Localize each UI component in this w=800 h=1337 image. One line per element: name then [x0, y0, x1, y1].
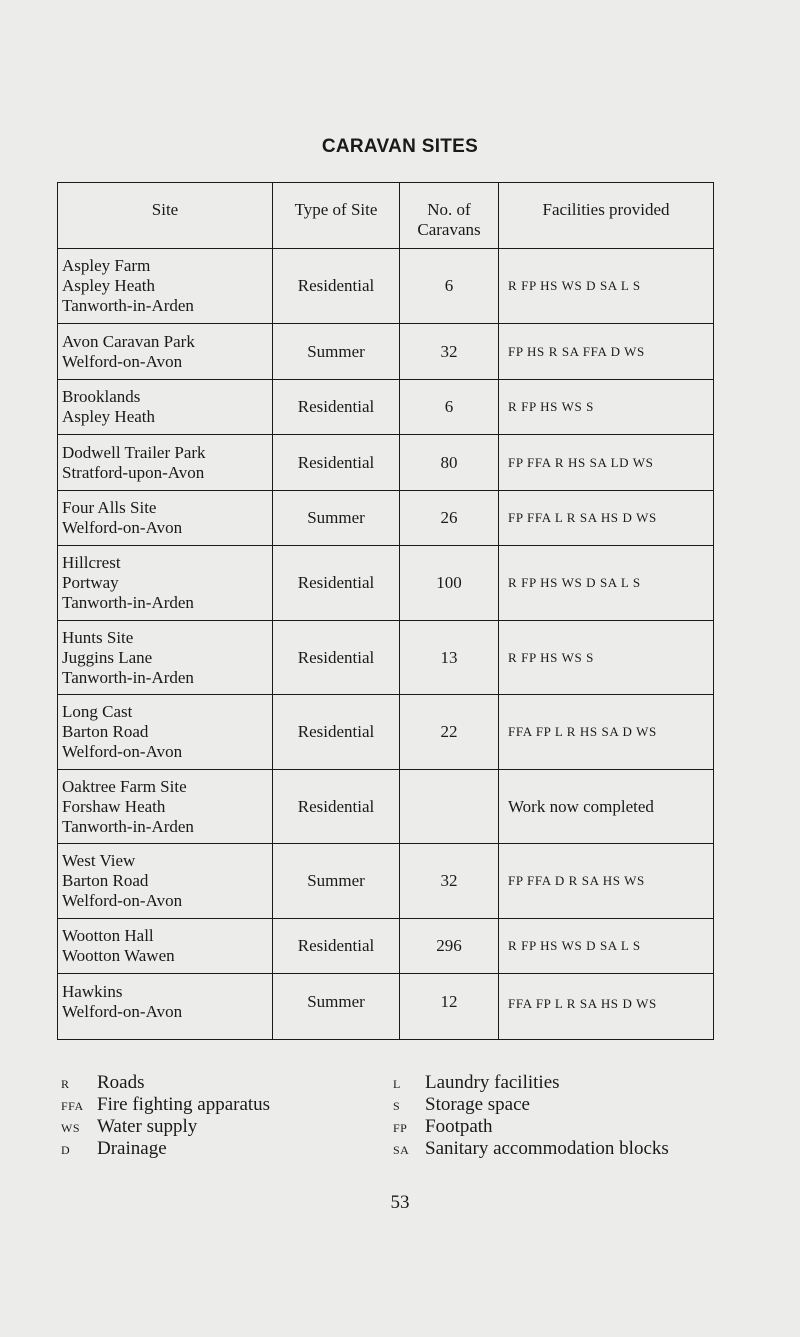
legend-meaning: Fire fighting apparatus — [97, 1094, 271, 1115]
facilities: R FP HS WS D SA L S — [499, 249, 714, 324]
caravan-count: 12 — [400, 974, 499, 1040]
site-name: Dodwell Trailer Park Stratford-upon-Avon — [58, 435, 273, 491]
legend-meaning: Water supply — [97, 1116, 198, 1137]
header-facilities: Facilities provided — [499, 183, 714, 249]
legend-meaning: Sanitary accommodation blocks — [425, 1138, 669, 1159]
facilities: R FP HS WS D SA L S — [499, 919, 714, 974]
caravan-count: 6 — [400, 380, 499, 435]
site-type: Residential — [273, 621, 400, 695]
site-type: Residential — [273, 249, 400, 324]
site-name: Aspley Farm Aspley Heath Tanworth-in-Arden — [58, 249, 273, 324]
caravan-count: 80 — [400, 435, 499, 491]
caravan-count: 100 — [400, 546, 499, 621]
legend-right-column — [393, 1072, 669, 1160]
table-row — [58, 249, 714, 324]
table-row — [58, 770, 714, 844]
site-type: Residential — [273, 770, 400, 844]
site-type: Residential — [273, 546, 400, 621]
legend-item — [393, 1116, 669, 1138]
caravan-count: 32 — [400, 324, 499, 380]
table-row — [58, 621, 714, 695]
facilities: FP FFA R HS SA LD WS — [499, 435, 714, 491]
legend-code: SA — [393, 1143, 410, 1157]
table-row — [58, 546, 714, 621]
legend-code: WS — [61, 1121, 80, 1135]
legend-item — [61, 1072, 270, 1094]
legend-meaning: Roads — [97, 1072, 145, 1093]
legend-code: D — [61, 1143, 71, 1157]
legend-item — [61, 1094, 270, 1116]
table-row — [58, 695, 714, 770]
legend-left-column — [61, 1072, 270, 1160]
site-name: Long Cast Barton Road Welford-on-Avon — [58, 695, 273, 770]
site-name: Oaktree Farm Site Forshaw Heath Tanworth-in-Arden — [58, 770, 273, 844]
facilities: FFA FP L R HS SA D WS — [499, 695, 714, 770]
page-number: 53 — [390, 1192, 410, 1213]
site-name: Wootton Hall Wootton Wawen — [58, 919, 273, 974]
site-name: Avon Caravan Park Welford-on-Avon — [58, 324, 273, 380]
legend-meaning: Footpath — [425, 1116, 493, 1137]
header-site: Site — [58, 183, 273, 249]
caravan-count: 32 — [400, 844, 499, 919]
legend-item — [61, 1138, 270, 1160]
caravan-sites-table — [57, 182, 714, 1040]
legend-item — [393, 1094, 669, 1116]
site-name: Hillcrest Portway Tanworth-in-Arden — [58, 546, 273, 621]
caravan-count: 22 — [400, 695, 499, 770]
caravan-count — [400, 770, 499, 844]
legend-code: S — [393, 1099, 401, 1113]
legend-code: FP — [393, 1121, 408, 1135]
legend-item — [61, 1116, 270, 1138]
header-count: No. of Caravans — [400, 183, 499, 249]
site-type: Summer — [273, 974, 400, 1040]
facilities: R FP HS WS D SA L S — [499, 546, 714, 621]
site-type: Residential — [273, 380, 400, 435]
site-type: Summer — [273, 844, 400, 919]
table-row — [58, 919, 714, 974]
facilities: FP HS R SA FFA D WS — [499, 324, 714, 380]
facilities: R FP HS WS S — [499, 621, 714, 695]
header-type: Type of Site — [273, 183, 400, 249]
site-type: Residential — [273, 919, 400, 974]
caravan-count: 26 — [400, 491, 499, 546]
table-row — [58, 380, 714, 435]
facilities: R FP HS WS S — [499, 380, 714, 435]
site-type: Summer — [273, 491, 400, 546]
legend-code: R — [61, 1077, 70, 1091]
table-row — [58, 974, 714, 1040]
caravan-count: 6 — [400, 249, 499, 324]
legend-item — [393, 1072, 669, 1094]
facilities: FP FFA D R SA HS WS — [499, 844, 714, 919]
page-title: CARAVAN SITES — [321, 136, 479, 157]
site-name: Brooklands Aspley Heath — [58, 380, 273, 435]
site-type: Residential — [273, 695, 400, 770]
site-name: Hunts Site Juggins Lane Tanworth-in-Arden — [58, 621, 273, 695]
legend-meaning: Storage space — [425, 1094, 530, 1115]
caravan-count: 296 — [400, 919, 499, 974]
site-name: West View Barton Road Welford-on-Avon — [58, 844, 273, 919]
legend-code: FFA — [61, 1099, 84, 1113]
facilities: Work now completed — [499, 770, 714, 844]
site-type: Summer — [273, 324, 400, 380]
table-row — [58, 491, 714, 546]
site-type: Residential — [273, 435, 400, 491]
table-header-row — [58, 183, 714, 249]
site-name: Four Alls Site Welford-on-Avon — [58, 491, 273, 546]
legend-meaning: Drainage — [97, 1138, 167, 1159]
table-row — [58, 435, 714, 491]
facilities: FFA FP L R SA HS D WS — [499, 974, 714, 1040]
table-row — [58, 844, 714, 919]
facilities: FP FFA L R SA HS D WS — [499, 491, 714, 546]
table-row — [58, 324, 714, 380]
legend-meaning: Laundry facilities — [425, 1072, 560, 1093]
site-name: Hawkins Welford-on-Avon — [58, 974, 273, 1040]
caravan-count: 13 — [400, 621, 499, 695]
legend-code: L — [393, 1077, 401, 1091]
legend-item — [393, 1138, 669, 1160]
